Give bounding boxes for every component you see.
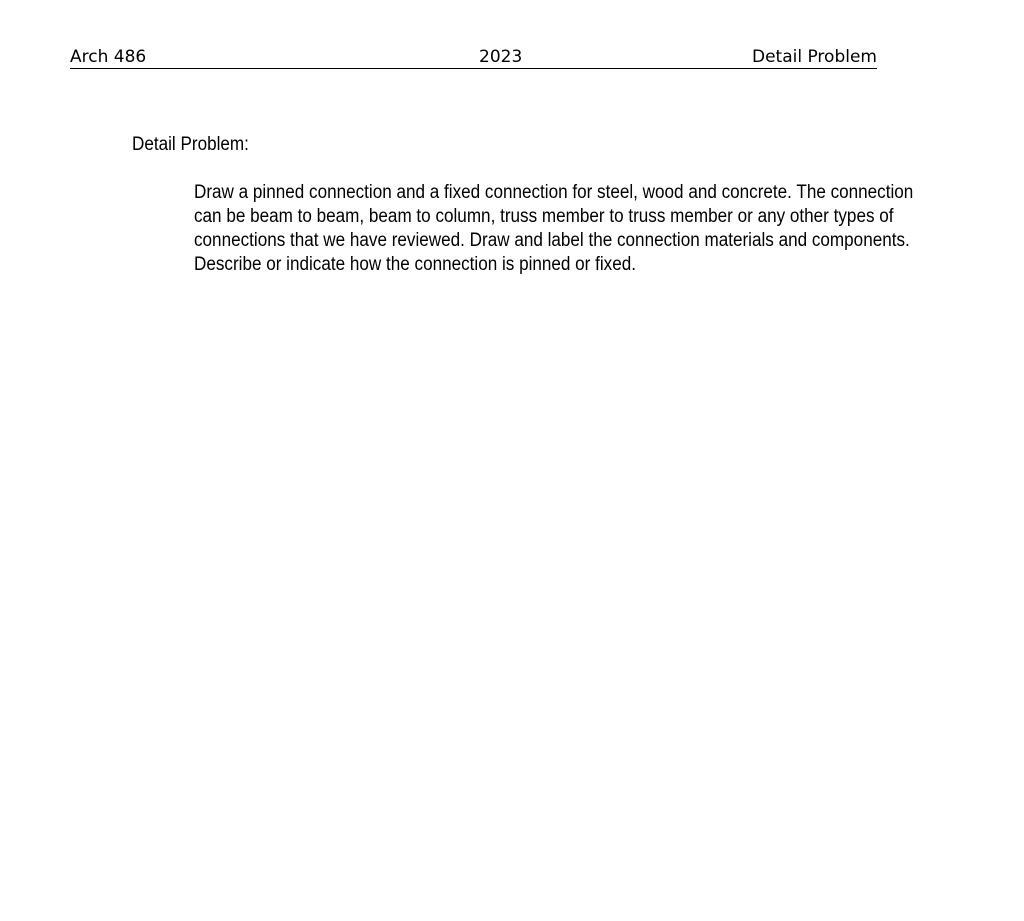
header-topic: Detail Problem [752,47,877,67]
header-course: Arch 486 [70,47,147,67]
text-line: connections that we have reviewed. Draw and label the connection materials and components. [194,230,910,251]
header-year: 2023 [479,47,523,67]
text-line: can be beam to beam, beam to column, truss member to truss member or any other types of [194,206,894,227]
text-line: Describe or indicate how the connection is pinned or fixed. [194,254,637,275]
page-header [70,47,877,69]
section-title: Detail Problem: [132,134,249,155]
problem-text [194,181,914,277]
text-line: Draw a pinned connection and a fixed connection for steel, wood and concrete. The connection [194,182,914,203]
